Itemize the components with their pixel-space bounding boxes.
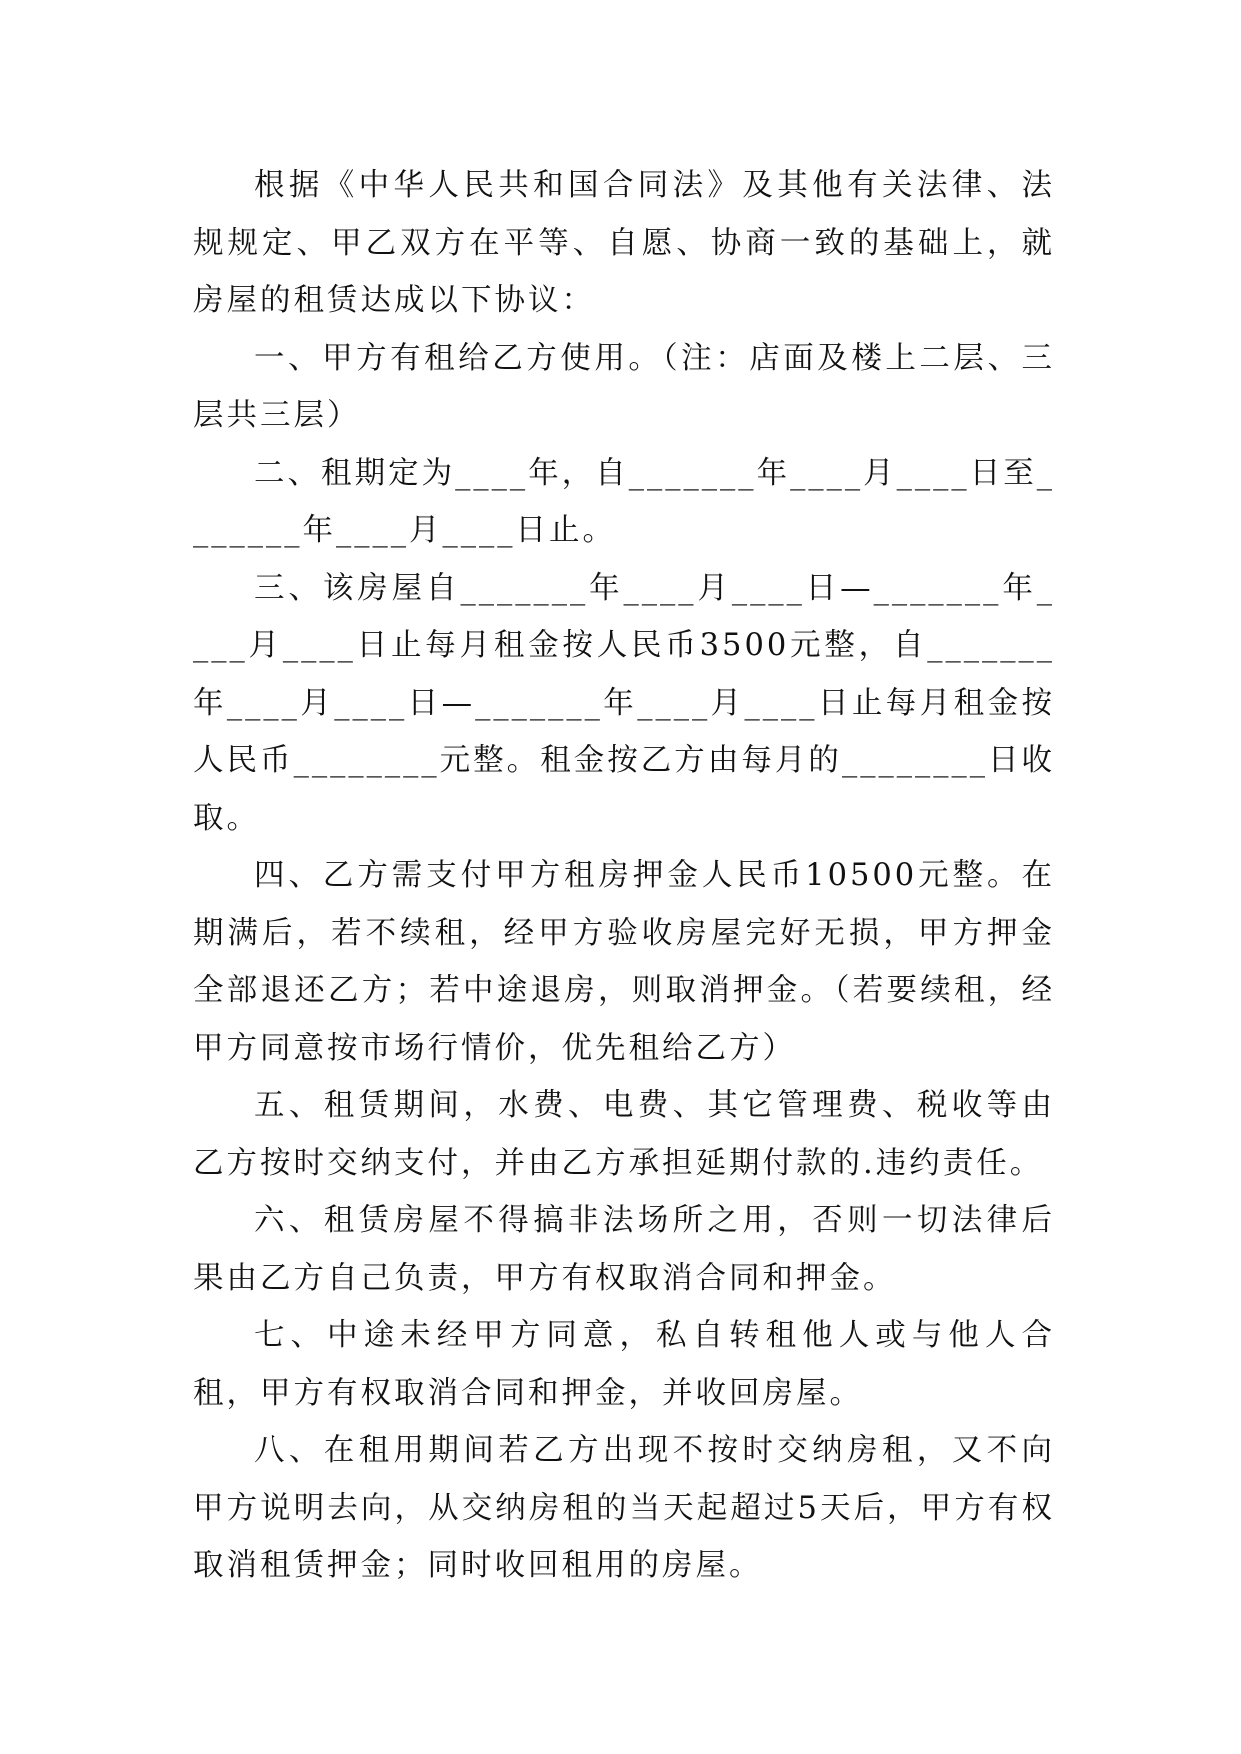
clause-6-paragraph: 六、租赁房屋不得搞非法场所之用，否则一切法律后果由乙方自己负责，甲方有权取消合同和押金。: [193, 1203, 1055, 1296]
clause-4-paragraph: 四、乙方需支付甲方租房押金人民币10500元整。在期满后，若不续租，经甲方验收房屋完好无损，甲方押金全部退还乙方；若中途退房，则取消押金。（若要续租，经甲方同意按市场行情价，优先租给乙方）: [193, 858, 1055, 1066]
document-body: [193, 157, 1055, 1595]
clause-2-paragraph: 二、租期定为____年，自_______年____月____日至_______年____月____日止。: [193, 455, 1055, 548]
clause-3-paragraph: 三、该房屋自_______年____月____日—_______年____月____日止每月租金按人民币3500元整，自_______年____月____日—_______年____月____日止每月租金按人民币________元整。租金按乙方由每月的________日收取。: [193, 570, 1055, 836]
intro-paragraph: 根据《中华人民共和国合同法》及其他有关法律、法规规定、甲乙双方在平等、自愿、协商一致的基础上，就房屋的租赁达成以下协议：: [193, 168, 1055, 318]
clause-8-paragraph: 八、在租用期间若乙方出现不按时交纳房租，又不向甲方说明去向，从交纳房租的当天起超过5天后，甲方有权取消租赁押金；同时收回租用的房屋。: [193, 1433, 1055, 1583]
clause-1-paragraph: 一、甲方有租给乙方使用。（注：店面及楼上二层、三层共三层）: [193, 340, 1055, 433]
clause-5-paragraph: 五、租赁期间，水费、电费、其它管理费、税收等由乙方按时交纳支付，并由乙方承担延期付款的.违约责任。: [193, 1088, 1055, 1181]
clause-7-paragraph: 七、中途未经甲方同意，私自转租他人或与他人合租，甲方有权取消合同和押金，并收回房屋。: [193, 1318, 1055, 1411]
